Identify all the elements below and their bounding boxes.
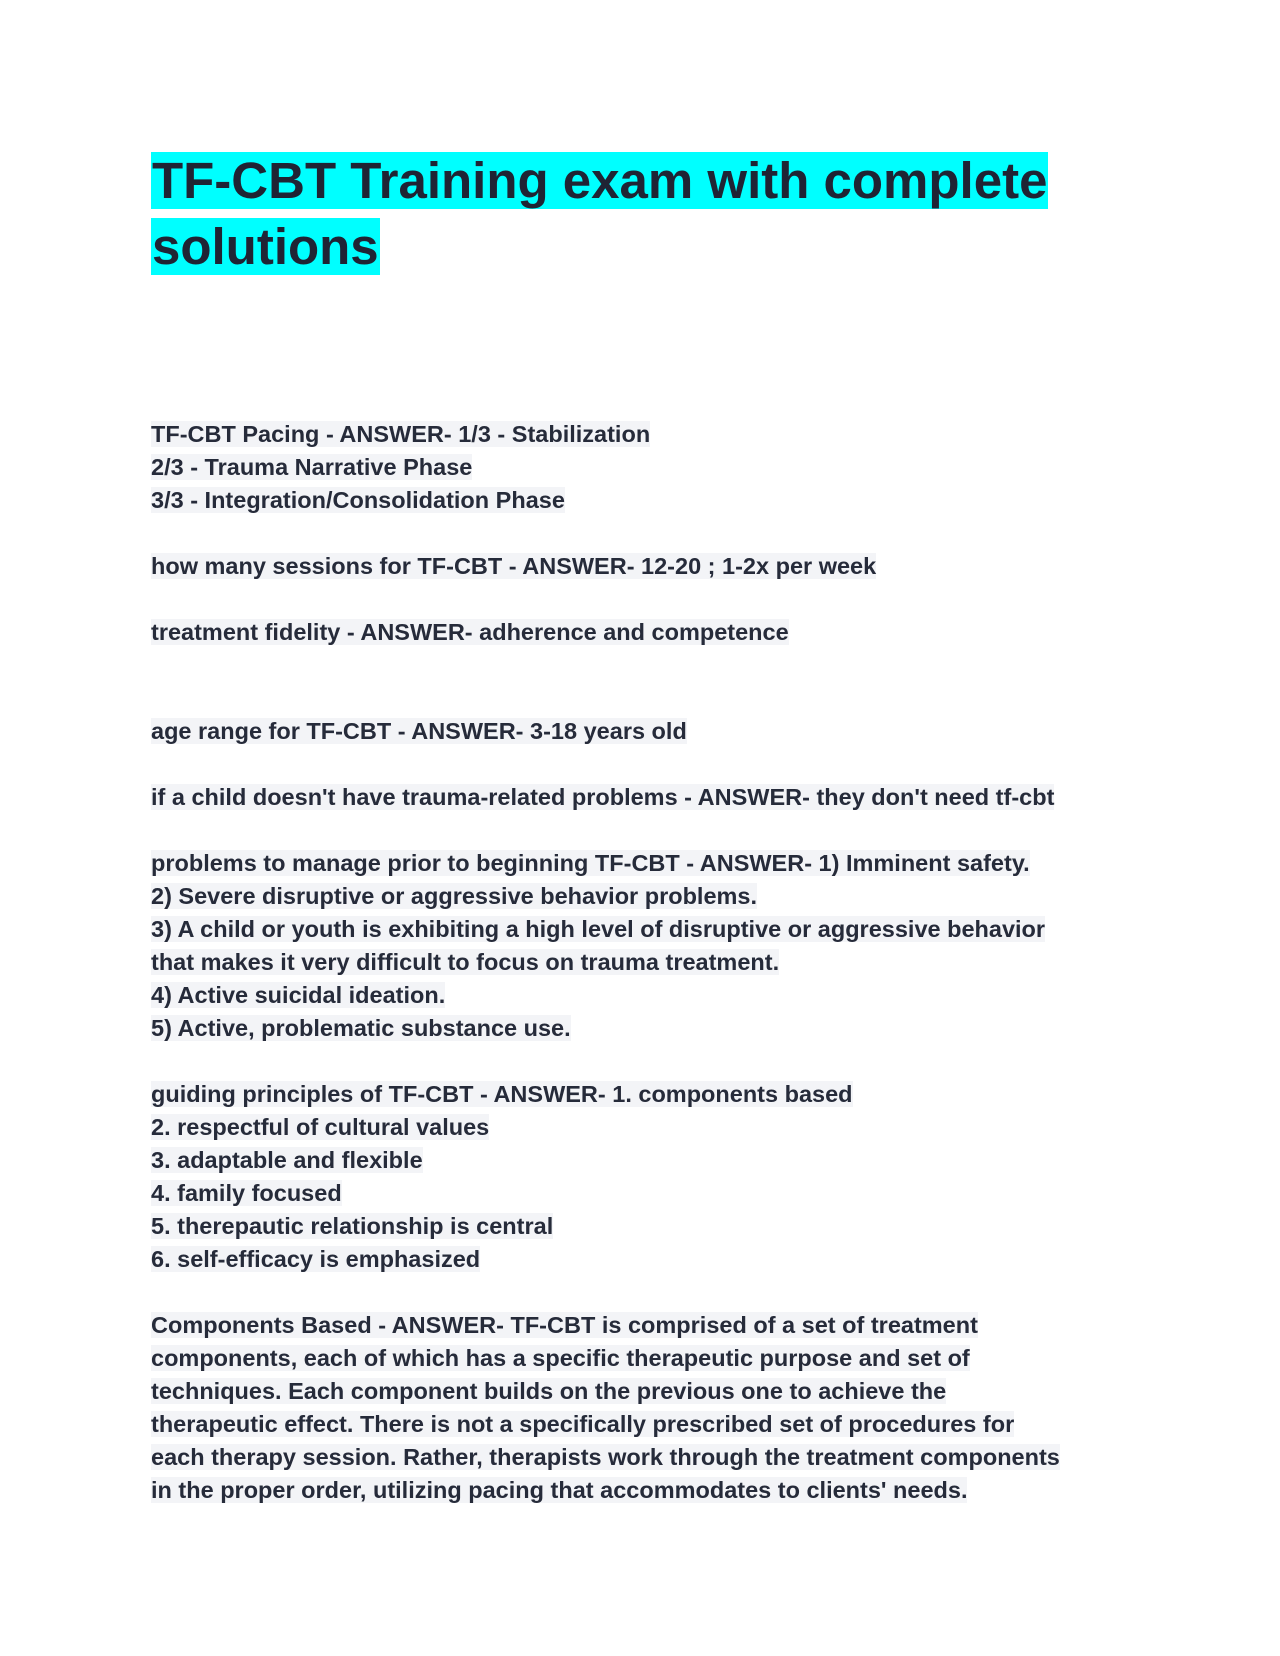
title-line-2: solutions	[152, 218, 379, 275]
qa-line: age range for TF-CBT - ANSWER- 3-18 years old	[151, 718, 687, 744]
qa-line: 3/3 - Integration/Consolidation Phase	[151, 487, 565, 513]
qa-line: Components Based - ANSWER- TF-CBT is comprised of a set of treatment	[151, 1312, 978, 1338]
qa-line: if a child doesn't have trauma-related problems - ANSWER- they don't need tf-cbt	[151, 784, 1055, 810]
qa-line: 4. family focused	[151, 1180, 342, 1206]
document-page	[151, 148, 1151, 1507]
qa-line: 3) A child or youth is exhibiting a high level of disruptive or aggressive behavior	[151, 916, 1046, 942]
qa-line: techniques. Each component builds on the previous one to achieve the	[151, 1378, 947, 1404]
qa-line: 2) Severe disruptive or aggressive behavior problems.	[151, 883, 758, 909]
qa-item-sessions	[151, 550, 1151, 583]
qa-line: guiding principles of TF-CBT - ANSWER- 1. components based	[151, 1081, 853, 1107]
qa-line: that makes it very difficult to focus on trauma treatment.	[151, 949, 780, 975]
qa-line: problems to manage prior to beginning TF-CBT - ANSWER- 1) Imminent safety.	[151, 850, 1030, 876]
qa-item-fidelity	[151, 616, 1151, 649]
qa-line: 5. therepautic relationship is central	[151, 1213, 554, 1239]
qa-line: how many sessions for TF-CBT - ANSWER- 12-20 ; 1-2x per week	[151, 553, 877, 579]
qa-line: TF-CBT Pacing - ANSWER- 1/3 - Stabilization	[151, 421, 651, 447]
qa-line: 2. respectful of cultural values	[151, 1114, 490, 1140]
qa-line: treatment fidelity - ANSWER- adherence and competence	[151, 619, 789, 645]
qa-line: 4) Active suicidal ideation.	[151, 982, 446, 1008]
qa-line: each therapy session. Rather, therapists work through the treatment components	[151, 1444, 1060, 1470]
document-title	[151, 148, 1151, 280]
title-line-1: TF-CBT Training exam with complete	[152, 152, 1048, 209]
qa-line: therapeutic effect. There is not a specifically prescribed set of procedures for	[151, 1411, 1015, 1437]
qa-line: 2/3 - Trauma Narrative Phase	[151, 454, 473, 480]
qa-item-components-based	[151, 1309, 1151, 1507]
qa-item-no-trauma	[151, 781, 1151, 814]
qa-line: in the proper order, utilizing pacing that accommodates to clients' needs.	[151, 1477, 968, 1503]
qa-line: 3. adaptable and flexible	[151, 1147, 423, 1173]
qa-list	[151, 418, 1151, 1507]
qa-item-age-range	[151, 715, 1151, 748]
qa-item-pacing	[151, 418, 1151, 517]
qa-line: 5) Active, problematic substance use.	[151, 1015, 571, 1041]
qa-item-problems-to-manage	[151, 847, 1151, 1045]
qa-line: 6. self-efficacy is emphasized	[151, 1246, 481, 1272]
qa-line: components, each of which has a specific therapeutic purpose and set of	[151, 1345, 970, 1371]
qa-item-guiding-principles	[151, 1078, 1151, 1276]
